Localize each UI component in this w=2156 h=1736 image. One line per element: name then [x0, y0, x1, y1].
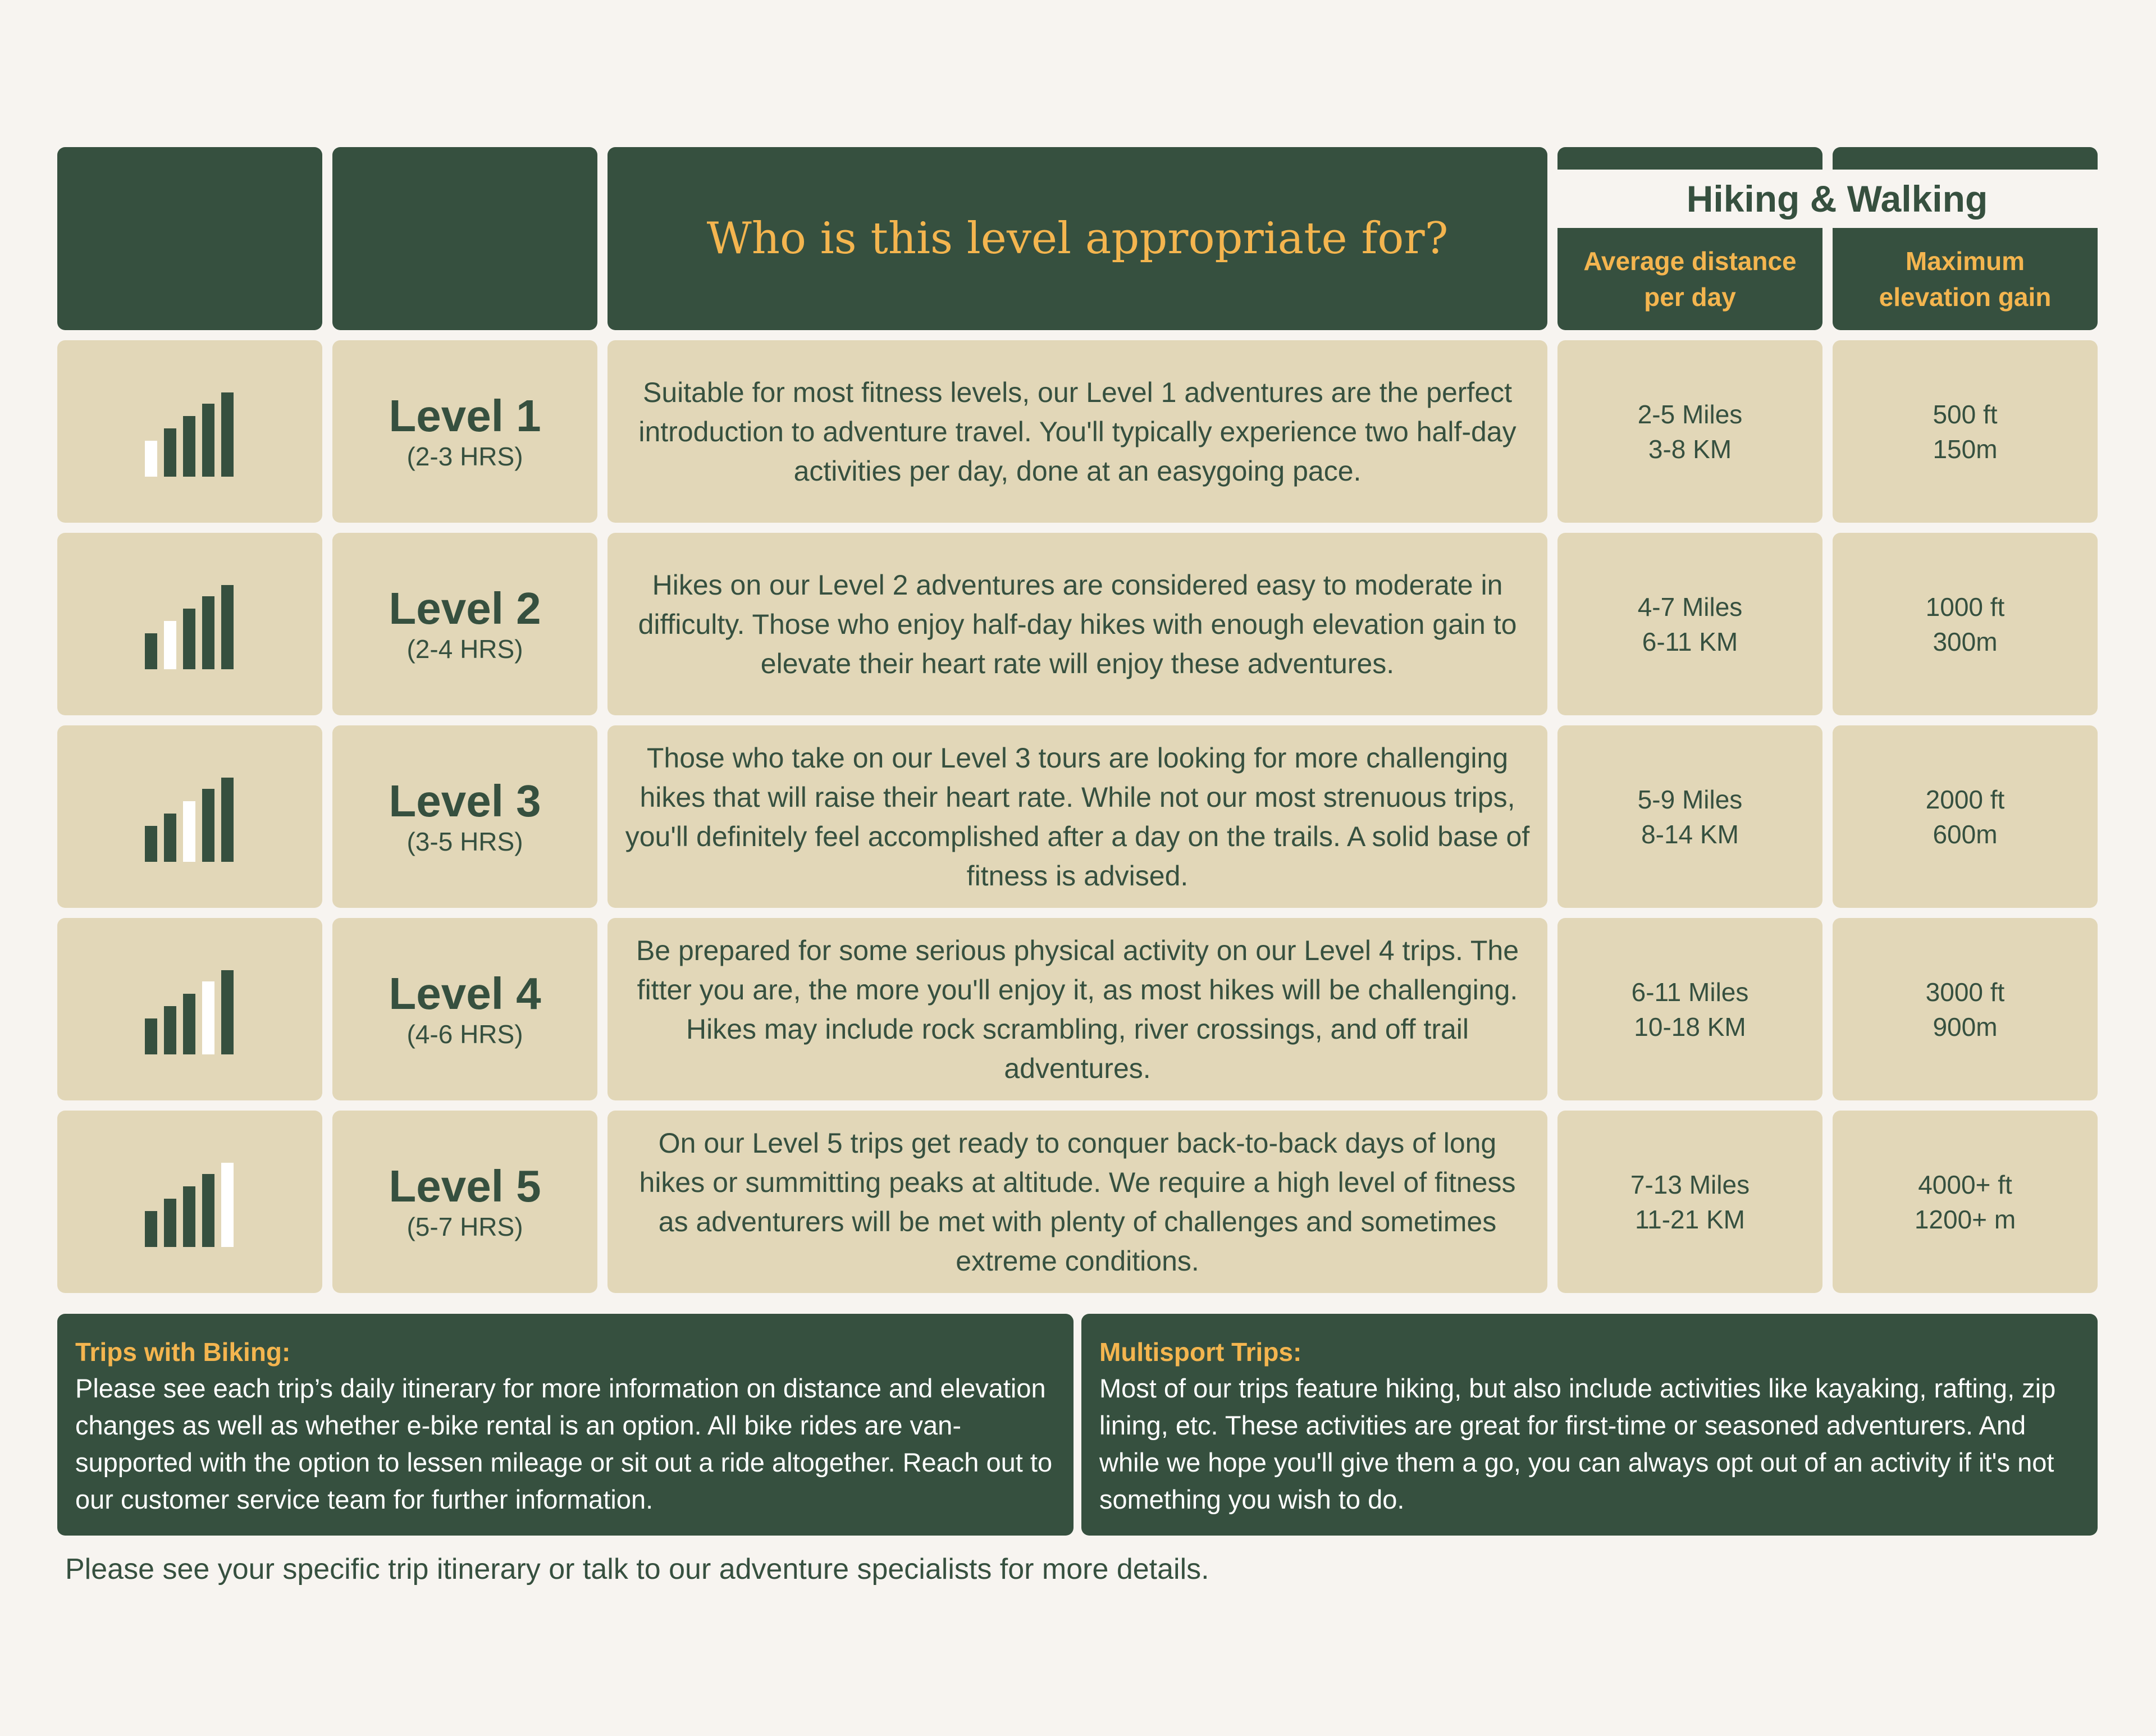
level-description: Be prepared for some serious physical activity on our Level 4 trips. The fitter you are, the more you'll enjoy it, as most hikes will be challenging. Hikes may include rock scrambling, river crossings, and off trail adventures.: [607, 918, 1547, 1100]
multisport-note-body: Most of our trips feature hiking, but also include activities like kayaking, rafting, zip lining, etc. These activities are great for first-time or seasoned adventurers. And while we hope you'll give them a go, you can always opt out of an activity if it's not something you wish to do.: [1099, 1373, 2056, 1514]
distance-km: 6-11 KM: [1642, 627, 1738, 656]
elevation-cell: [1833, 1111, 2098, 1293]
level-description: Suitable for most fitness levels, our Level 1 adventures are the perfect introduction to adventure travel. You'll typically experience two half-day activities per day, done at an easygoing pace.: [607, 340, 1547, 523]
footer-note: Please see your specific trip itinerary or talk to our adventure specialists for more details.: [65, 1553, 1209, 1586]
level-cell: [332, 1111, 597, 1293]
distance-miles: 4-7 Miles: [1637, 592, 1743, 622]
elevation-m: 150m: [1933, 434, 1998, 464]
distance-cell: [1557, 725, 1822, 908]
level-description: Hikes on our Level 2 adventures are considered easy to moderate in difficulty. Those who enjoy half-day hikes with enough elevation gain to elevate their heart rate will enjoy these adventures.: [607, 533, 1547, 715]
difficulty-bars-icon: [145, 965, 235, 1054]
difficulty-bar: [164, 1199, 176, 1247]
difficulty-bars-icon: [145, 387, 235, 477]
difficulty-bar: [202, 981, 214, 1054]
biking-note: [57, 1314, 1074, 1536]
multisport-note: [1081, 1314, 2098, 1536]
distance-cell: [1557, 1111, 1822, 1293]
header-question: Who is this level appropriate for?: [607, 147, 1547, 330]
difficulty-bar: [164, 428, 176, 477]
distance-miles: 6-11 Miles: [1631, 977, 1749, 1007]
difficulty-bar: [145, 633, 157, 669]
level-name: Level 5: [389, 1161, 541, 1211]
difficulty-icon-cell: [57, 1111, 322, 1293]
col-distance-header: Average distance per day: [1583, 246, 1797, 312]
difficulty-bar: [202, 404, 214, 477]
distance-cell: [1557, 340, 1822, 523]
difficulty-bar: [202, 1174, 214, 1247]
biking-note-body: Please see each trip’s daily itinerary for more information on distance and elevation changes as well as whether e-bike rental is an option. All bike rides are van-supported with the option to lessen mileage or sit out a ride altogether. Reach out to our customer service team for further information.: [75, 1373, 1053, 1514]
level-hours: (2-3 HRS): [406, 441, 523, 471]
level-cell: [332, 725, 597, 908]
level-name: Level 4: [389, 968, 541, 1018]
level-cell: [332, 533, 597, 715]
difficulty-bar: [221, 392, 234, 477]
difficulty-bar: [164, 1006, 176, 1054]
distance-km: 10-18 KM: [1634, 1012, 1746, 1041]
difficulty-bar: [183, 416, 195, 477]
level-hours: (2-4 HRS): [406, 634, 523, 664]
distance-miles: 5-9 Miles: [1637, 784, 1743, 814]
elevation-cell: [1833, 918, 2098, 1100]
difficulty-bar: [183, 1186, 195, 1247]
level-cell: [332, 918, 597, 1100]
difficulty-bars-icon: [145, 579, 235, 669]
difficulty-bar: [183, 994, 195, 1054]
difficulty-bar: [202, 789, 214, 862]
elevation-m: 600m: [1933, 819, 1998, 849]
elevation-cell: [1833, 533, 2098, 715]
elevation-ft: 2000 ft: [1925, 784, 2005, 814]
difficulty-icon-cell: [57, 725, 322, 908]
elevation-m: 900m: [1933, 1012, 1998, 1041]
difficulty-bar: [164, 814, 176, 862]
level-name: Level 1: [389, 390, 541, 441]
distance-miles: 2-5 Miles: [1637, 399, 1743, 429]
difficulty-bar: [183, 609, 195, 669]
elevation-ft: 3000 ft: [1925, 977, 2005, 1007]
distance-miles: 7-13 Miles: [1630, 1169, 1750, 1199]
distance-cell: [1557, 533, 1822, 715]
level-description: Those who take on our Level 3 tours are looking for more challenging hikes that will raise their heart rate. While not our most strenuous trips, you'll definitely feel accomplished after a day on the trails. A solid base of fitness is advised.: [607, 725, 1547, 908]
difficulty-bar: [145, 441, 157, 477]
elevation-m: 300m: [1933, 627, 1998, 656]
distance-km: 3-8 KM: [1648, 434, 1732, 464]
difficulty-bar: [221, 970, 234, 1054]
elevation-cell: [1833, 725, 2098, 908]
difficulty-bar: [145, 1211, 157, 1247]
elevation-m: 1200+ m: [1914, 1204, 2016, 1234]
level-description: On our Level 5 trips get ready to conquer back-to-back days of long hikes or summitting peaks at altitude. We require a high level of fitness as adventurers will be met with plenty of challenges and sometimes extreme conditions.: [607, 1111, 1547, 1293]
header-icon-cell: [57, 147, 322, 330]
difficulty-bar: [221, 778, 234, 862]
difficulty-bar: [221, 585, 234, 669]
difficulty-bar: [164, 621, 176, 669]
header-level-cell: [332, 147, 597, 330]
biking-note-title: Trips with Biking:: [75, 1337, 291, 1367]
level-hours: (3-5 HRS): [406, 826, 523, 856]
level-hours: (5-7 HRS): [406, 1212, 523, 1241]
multisport-note-title: Multisport Trips:: [1099, 1337, 1302, 1367]
difficulty-bars-icon: [145, 772, 235, 862]
difficulty-bar: [221, 1163, 234, 1247]
distance-cell: [1557, 918, 1822, 1100]
difficulty-bar: [145, 826, 157, 862]
elevation-ft: 1000 ft: [1925, 592, 2005, 622]
distance-km: 8-14 KM: [1641, 819, 1739, 849]
elevation-ft: 500 ft: [1933, 399, 1998, 429]
difficulty-icon-cell: [57, 918, 322, 1100]
col-elevation-header: Maximum elevation gain: [1879, 246, 2052, 312]
level-cell: [332, 340, 597, 523]
distance-km: 11-21 KM: [1634, 1204, 1746, 1234]
elevation-cell: [1833, 340, 2098, 523]
level-name: Level 2: [389, 583, 541, 633]
difficulty-bar: [202, 596, 214, 669]
elevation-ft: 4000+ ft: [1918, 1169, 2012, 1199]
level-hours: (4-6 HRS): [406, 1019, 523, 1049]
difficulty-icon-cell: [57, 533, 322, 715]
difficulty-bar: [145, 1018, 157, 1054]
level-name: Level 3: [389, 775, 541, 826]
hiking-walking-title: Hiking & Walking: [1556, 170, 2118, 228]
difficulty-bars-icon: [145, 1157, 235, 1247]
difficulty-bar: [183, 801, 195, 862]
difficulty-icon-cell: [57, 340, 322, 523]
